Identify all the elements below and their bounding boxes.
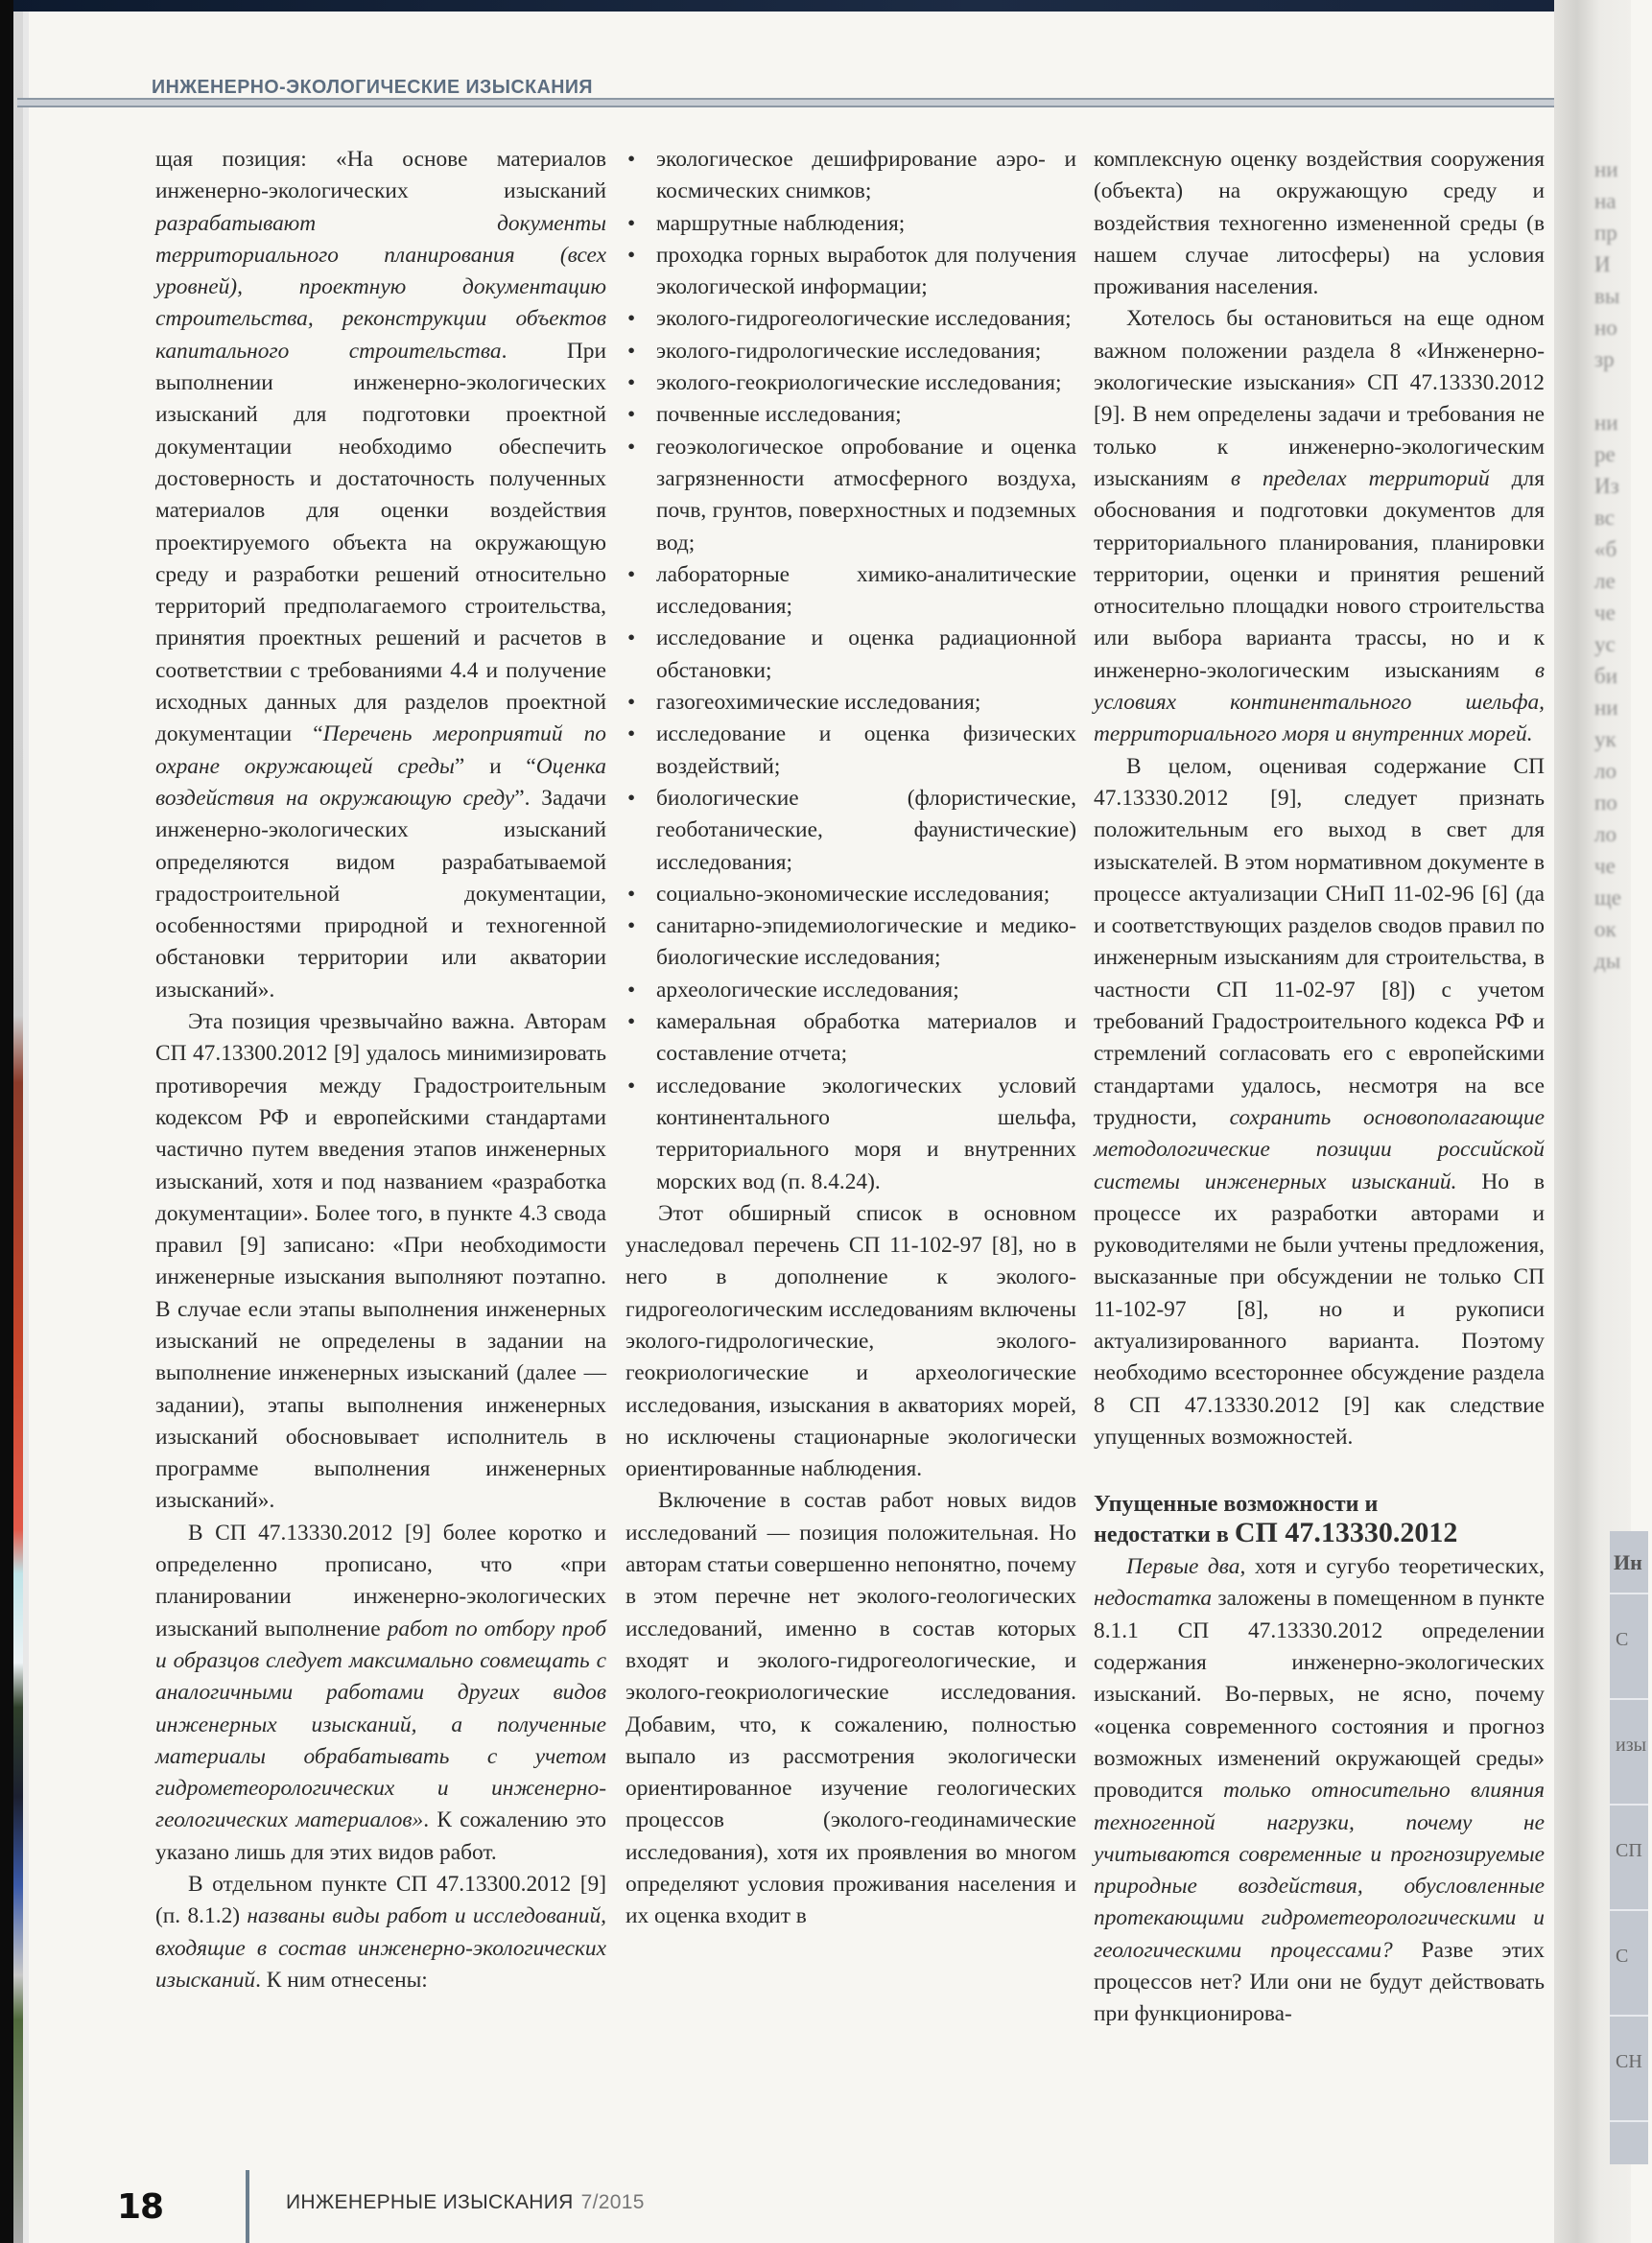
- text-column-2: [625, 144, 1076, 1933]
- list-item-text: биологические (флористические, геоботанические, фаунистические) исследования;: [656, 785, 1076, 875]
- text-column-1: [155, 144, 606, 1996]
- text-run: щая позиция: «На основе материалов инженерно-экологических изысканий: [155, 147, 606, 204]
- bullet-icon: •: [627, 977, 636, 1003]
- journal-title: [286, 2191, 645, 2214]
- text-run: для обоснования и подготовки документов для территориального планирования, планировки территории, оценки и принятия решений относительно площадки нового строительства или выбора варианта трассы, но и к инженерно-экологическим изысканиям: [1094, 465, 1545, 683]
- ghost-fragment: че: [1594, 854, 1616, 878]
- list-item-text: почвенные исследования;: [656, 402, 902, 428]
- list-item-text: камеральная обработка материалов и составление отчета;: [656, 1009, 1076, 1067]
- list-item: [625, 623, 1076, 687]
- list-item-text: эколого-гидрогеологические исследования;: [656, 306, 1072, 332]
- list-item-text: эколого-геокриологические исследования;: [656, 370, 1062, 396]
- text-column-3: [1094, 144, 1545, 2031]
- paragraph: [1094, 303, 1545, 750]
- text-run: заложены в помещенном в пункте 8.1.1 СП 47.13330.2012 определении содержания инженерно-экологических изысканий. Во-первых, не ясно, почему «оценка современного состояния и прогноз возможных изменений окружающей среды» проводится: [1094, 1586, 1545, 1804]
- ghost-table-cell: С: [1610, 1594, 1648, 1700]
- journal-name: ИНЖЕНЕРНЫЕ ИЗЫСКАНИЯ: [286, 2191, 574, 2213]
- next-page-table-fragment: [1610, 1531, 1648, 2164]
- bullet-icon: •: [627, 402, 636, 428]
- paragraph: [1094, 751, 1545, 1454]
- list-item: [625, 687, 1076, 719]
- text-run: ” и “: [454, 753, 536, 779]
- next-page-bleed: [1554, 0, 1647, 2243]
- list-item-text: санитарно-эпидемиологические и медико-биологические исследования;: [656, 913, 1076, 971]
- text-run: В СП 47.13330.2012 [9] более коротко и определенно прописано, что «при планировании инженерно-экологических изысканий выполнение: [155, 1520, 606, 1641]
- text-run: В отдельном пункте СП 47.13300.2012 [9] (п. 8.1.2): [155, 1872, 606, 1929]
- bullet-icon: •: [627, 242, 636, 268]
- paragraph: Включение в состав работ новых видов исследований — позиция положительная. Но авторам статьи совершенно непонятно, почему в этом перечне нет эколого-геологических исследований, именно в состав которых входят и эколого-гидрогеологические, и эколого-геокриологические исследования. Добавим, что, к сожалению, полностью выпало из рассмотрения экологически ориентированное изучение геологических процессов (эколого-геодинамические исследования), хотя их проявления во многом определяют условия проживания населения и их оценка входит в: [625, 1488, 1076, 1929]
- list-item-text: маршрутные наблюдения;: [656, 210, 906, 236]
- ghost-fragment: но: [1594, 316, 1617, 340]
- text-run: Разве этих процессов нет? Или они не будут действовать при функционирова-: [1094, 1937, 1545, 2027]
- page-gutter: [23, 12, 29, 2243]
- ghost-fragment: пр: [1594, 221, 1617, 245]
- bullet-icon: •: [627, 721, 636, 747]
- scan-top-edge: [0, 0, 1631, 12]
- list-item-text: исследование и оценка физических воздействий;: [656, 721, 1076, 779]
- text-run: В целом, оценивая содержание СП 47.13330.2012 [9], следует признать положительным его выход в свет для изыскателей. В этом нормативном документе в процессе актуализации СНиП 11-02-96 [6] (да и соответствующих разделов сводов правил по инженерным изысканиям для строительства, в частности СП 11-02-97 [8]) с учетом требований Градостроительного кодекса РФ и стремлений согласовать его с европейскими стандартами удалось, несмотря на все трудности,: [1094, 753, 1545, 1130]
- list-item: [625, 910, 1076, 975]
- list-item: [625, 208, 1076, 240]
- italic-run: Первые два,: [1126, 1554, 1246, 1580]
- italic-run: только относительно влияния техногенной нагрузки, почему не учитываются современные и прогнозируемые природные воздействия, обусловленные протекающими гидрометеорологическими и геологическими процессами?: [1094, 1778, 1545, 1963]
- list-item: [625, 559, 1076, 624]
- bullet-icon: •: [627, 913, 636, 939]
- bullet-icon: •: [627, 370, 636, 396]
- ghost-fragment: ок: [1594, 917, 1617, 941]
- list-item: [625, 1071, 1076, 1198]
- text-run: . К сожалению это указано лишь для этих видов работ.: [155, 1807, 606, 1865]
- ghost-fragment: би: [1594, 664, 1618, 688]
- paragraph: [155, 1869, 606, 1996]
- bullet-icon: •: [627, 690, 636, 716]
- list-item-text: лабораторные химико-аналитические исследования;: [656, 561, 1076, 620]
- ghost-table-cell: изы: [1610, 1700, 1648, 1806]
- ghost-fragment: че: [1594, 601, 1616, 625]
- list-item: [625, 399, 1076, 431]
- list-item: [625, 719, 1076, 783]
- bullet-icon: •: [627, 1073, 636, 1098]
- section-heading: [1094, 1490, 1545, 1549]
- paragraph: [155, 1518, 606, 1869]
- ghost-table-cell: С: [1610, 1911, 1648, 2017]
- list-item-text: газогеохимические исследования;: [656, 690, 981, 716]
- bullet-icon: •: [627, 626, 636, 651]
- running-header: ИНЖЕНЕРНО-ЭКОЛОГИЧЕСКИЕ ИЗЫСКАНИЯ: [152, 77, 594, 98]
- paragraph: Эта позиция чрезвычайно важна. Авторам СП 47.13300.2012 [9] удалось минимизировать противоречия между Градостроительным кодексом РФ и европейскими стандартами частично путем введения этапов инженерных изысканий, хотя и под названием «разработка документации». Более того, в пункте 4.3 свода правил [9] записано: «При необходимости инженерные изыскания выполняют поэтапно. В случае если этапы выполнения инженерных изысканий не определены в задании на выполнение инженерных изысканий (далее — задании), этапы выполнения инженерных изысканий обосновывает исполнитель в программе выполнения инженерных изысканий».: [155, 1009, 606, 1514]
- list-item-text: геоэкологическое опробование и оценка загрязненности атмосферного воздуха, почв, грунтов, поверхностных и подземных вод;: [656, 434, 1076, 555]
- header-rule: [17, 98, 1631, 107]
- text-run: Но в процессе их разработки авторами и руководителями не были учтены предложения, высказанные при обсуждении не только СП 11-102-97 [8], но и рукописи актуализированного варианта. Поэтому необходимо всестороннее обсуждение раздела 8 СП 47.13330.2012 [9] как следствие упущенных возможностей.: [1094, 1169, 1545, 1450]
- scan-left-edge: [0, 0, 13, 2243]
- list-item-text: экологическое дешифрирование аэро- и космических снимков;: [656, 147, 1076, 204]
- bullet-icon: •: [627, 561, 636, 587]
- heading-line: Упущенные возможности и: [1094, 1492, 1379, 1518]
- footer-divider: [246, 2170, 249, 2243]
- text-run: . К ним отнесены:: [255, 1967, 428, 1993]
- italic-run: разрабатывают документы территориального планирования (всех уровней), проектную документацию строительства, реконструкции объектов капитального строительства: [155, 210, 606, 364]
- heading-line: недостатки в: [1094, 1523, 1235, 1548]
- ghost-fragment: ле: [1594, 569, 1616, 593]
- ghost-fragment: И: [1594, 252, 1611, 276]
- italic-run: работ по отбору проб и образцов следует максимально совмещать с аналогичными работами других видов инженерных изысканий, а полученные материалы обрабатывать с учетом гидрометеорологических и инженерно-геологических материалов»: [155, 1616, 606, 1833]
- italic-run: Оценка воздействия на окружающую среду: [155, 753, 606, 811]
- paragraph: комплексную оценку воздействия сооружения (объекта) на окружающую среду и воздействия техногенно измененной среды (в нашем случае литосферы) на условия проживания населения.: [1094, 147, 1545, 300]
- research-types-list: [625, 144, 1076, 1198]
- ghost-fragment: ще: [1594, 885, 1621, 909]
- list-item-text: археологические исследования;: [656, 977, 959, 1003]
- bullet-icon: •: [627, 306, 636, 332]
- page-number: 18: [117, 2187, 164, 2227]
- ghost-fragment: ус: [1594, 632, 1616, 656]
- bullet-icon: •: [627, 785, 636, 811]
- heading-emphasis: СП 47.13330.2012: [1234, 1517, 1458, 1549]
- ghost-table-cell: СП: [1610, 1806, 1648, 1911]
- italic-run: в пределах территорий: [1230, 465, 1490, 491]
- italic-run: в условиях континентального шельфа, территориального моря и внутренних морей.: [1094, 657, 1545, 747]
- list-item: [625, 144, 1076, 208]
- ghost-fragment: ни: [1594, 411, 1618, 435]
- ghost-fragment: ук: [1594, 727, 1617, 751]
- adjacent-page-edge-strip: [13, 12, 23, 2243]
- ghost-fragment: ло: [1594, 759, 1617, 783]
- list-item: [625, 783, 1076, 879]
- list-item: [625, 240, 1076, 304]
- list-item: [625, 432, 1076, 559]
- text-run: ”. Задачи инженерно-экологических изысканий определяются видом разрабатываемой градостроительной документации, особенностями природной и техногенной обстановки территории или акватории изысканий».: [155, 785, 606, 1003]
- paragraph: [155, 144, 606, 1006]
- list-item: [625, 367, 1076, 399]
- issue-number: 7/2015: [580, 2191, 645, 2213]
- bullet-icon: •: [627, 210, 636, 236]
- list-item: [625, 303, 1076, 335]
- list-item: [625, 336, 1076, 367]
- text-run: Хотелось бы остановиться на еще одном важном положении раздела 8 «Инженерно-экологические изыскания» СП 47.13330.2012 [9]. В нем определены задачи и требования не только к инженерно-экологическим изысканиям: [1094, 306, 1545, 491]
- bullet-icon: •: [627, 1009, 636, 1035]
- bullet-icon: •: [627, 147, 636, 172]
- bullet-icon: •: [627, 434, 636, 460]
- ghost-fragment: вы: [1594, 284, 1620, 308]
- ghost-fragment: «б: [1594, 537, 1617, 561]
- list-item-text: исследование и оценка радиационной обстановки;: [656, 626, 1076, 683]
- bullet-icon: •: [627, 881, 636, 907]
- ghost-table-header: Ин: [1610, 1531, 1648, 1594]
- ghost-table-cell: СН: [1610, 2017, 1648, 2122]
- paragraph: Этот обширный список в основном унаследовал перечень СП 11-102-97 [8], но в него в дополнение к эколого-гидрогеологическим исследованиям включены эколого-гидрологические, эколого-геокриологические и археологические исследования, изыскания в акваториях морей, но исключены стационарные экологически ориентированные наблюдения.: [625, 1200, 1076, 1482]
- ghost-fragment: Из: [1594, 474, 1619, 498]
- paragraph: [1094, 1551, 1545, 2030]
- list-item: [625, 1006, 1076, 1071]
- ghost-fragment: вс: [1594, 506, 1615, 530]
- italic-run: недостатка: [1094, 1586, 1213, 1612]
- text-run: хотя и сугубо теоретических,: [1245, 1554, 1545, 1580]
- bullet-icon: •: [627, 338, 636, 364]
- list-item: [625, 879, 1076, 910]
- list-item-text: исследование экологических условий континентального шельфа, территориального моря и внутренних морских вод (п. 8.4.24).: [656, 1073, 1076, 1194]
- list-item-text: социально-экономические исследования;: [656, 881, 1050, 907]
- text-run: . При выполнении инженерно-экологических изысканий для подготовки проектной документации необходимо обеспечить достоверность и достаточность полученных материалов для оценки воздействия проектируемого объекта на окружающую среду и разработки решений относительно территорий предполагаемого строительства, принятия проектных решений и расчетов в соответствии с требованиями 4.4 и получение исходных данных для разделов проектной документации “: [155, 338, 606, 747]
- italic-run: названы виды работ и исследований, входящие в состав инженерно-экологических изысканий: [155, 1903, 607, 1993]
- ghost-fragment: ре: [1594, 442, 1616, 466]
- ghost-fragment: зр: [1594, 347, 1615, 371]
- ghost-fragment: на: [1594, 189, 1617, 213]
- list-item-text: проходка горных выработок для получения экологической информации;: [656, 242, 1076, 300]
- ghost-fragment: ды: [1594, 949, 1621, 973]
- list-item: [625, 975, 1076, 1006]
- italic-run: сохранить основополагающие методологические позиции российской системы инженерных изысканий.: [1094, 1104, 1545, 1194]
- ghost-fragment: ло: [1594, 822, 1617, 846]
- list-item-text: эколого-гидрологические исследования;: [656, 338, 1042, 364]
- ghost-fragment: ни: [1594, 696, 1618, 720]
- ghost-fragment: по: [1594, 791, 1617, 815]
- next-page-text-fragments: [1594, 153, 1652, 977]
- italic-run: Перечень мероприятий по охране окружающей среды: [155, 721, 606, 779]
- ghost-fragment: ни: [1594, 157, 1618, 181]
